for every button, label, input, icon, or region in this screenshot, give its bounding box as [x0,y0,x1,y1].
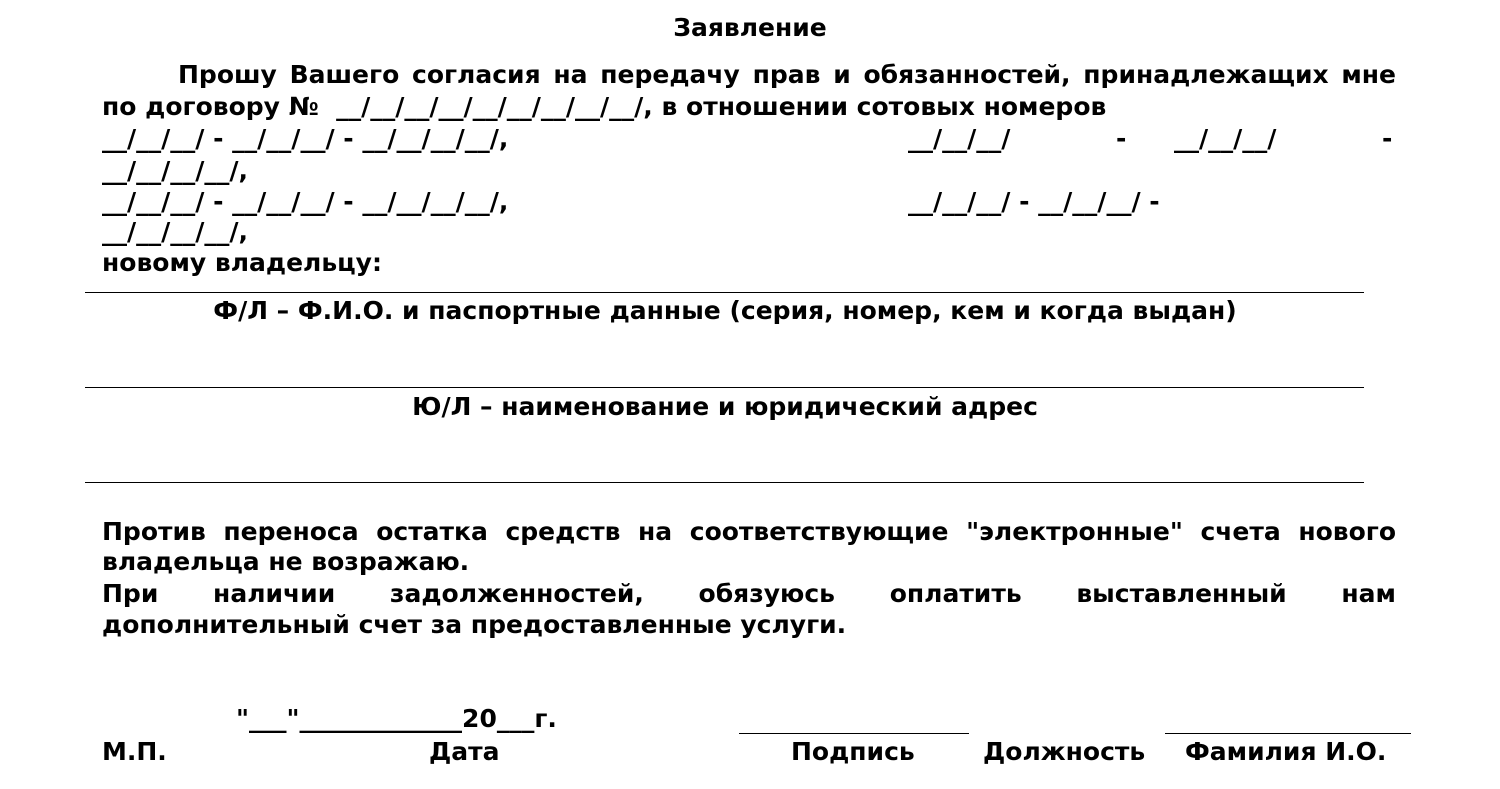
numbers-row-1-right-b: __/__/__/ [1174,124,1277,153]
ul-caption: Ю/Л – наименование и юридический адрес [412,392,1038,421]
fl-fill-line [85,292,1364,293]
date-label: Дата [429,737,500,766]
date-line: "___"_____________20___г. [236,704,557,733]
paragraph-2-line-2: дополнительный счет за предоставленные услуги. [102,610,847,639]
numbers-row-1-left: __/__/__/ - __/__/__/ - __/__/__/__/, [102,124,509,153]
intro-line-1: Прошу Вашего согласия на передачу прав и обязанностей, принадлежащих мне [178,60,1396,89]
paragraph-2-line-1: При наличии задолженностей, обязуюсь оплатить выставленный нам [102,579,1396,608]
new-owner-label: новому владельцу: [102,248,382,277]
numbers-row-2-continuation: __/__/__/__/, [102,217,249,246]
numbers-row-1-continuation: __/__/__/__/, [102,156,249,185]
name-fill-line [1165,733,1411,734]
ul-fill-line [85,387,1364,388]
numbers-row-1-right-dash-1: - [1116,124,1127,153]
signature-label: Подпись [791,737,915,766]
ul-bottom-line [85,482,1364,483]
numbers-row-1-right-dash-2: - [1382,124,1393,153]
name-label: Фамилия И.О. [1185,737,1387,766]
numbers-row-1-right-a: __/__/__/ [908,124,1011,153]
signature-fill-line [739,733,969,734]
fl-caption: Ф/Л – Ф.И.О. и паспортные данные (серия, номер, кем и когда выдан) [213,296,1237,325]
paragraph-1-line-2: владельца не возражаю. [102,547,470,576]
document-title: Заявление [673,13,827,42]
numbers-row-2-left: __/__/__/ - __/__/__/ - __/__/__/__/, [102,187,509,216]
intro-line-2: по договору № __/__/__/__/__/__/__/__/__/, в отношении сотовых номеров [102,92,1107,121]
numbers-row-2-right: __/__/__/ - __/__/__/ - [908,187,1160,216]
stamp-label: М.П. [102,737,167,766]
paragraph-1-line-1: Против переноса остатка средств на соответствующие "электронные" счета нового [102,517,1396,546]
position-label: Должность [983,737,1146,766]
